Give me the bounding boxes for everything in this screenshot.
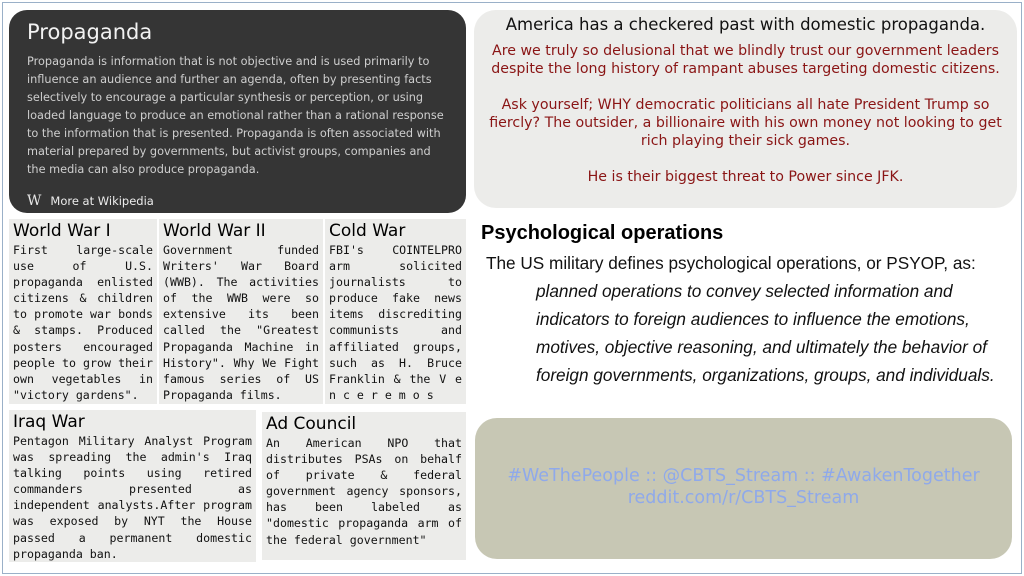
psyop-heading: Psychological operations: [481, 222, 724, 244]
wikipedia-summary-card: [9, 10, 466, 213]
box-text: Government funded Writers' War Board (WWB). The activities of the WWB were so extensive its been called the "Greatest Propaganda Machine in History". Why We Fight famous series of US Propaganda films.: [163, 243, 319, 402]
box-title: World War II: [163, 221, 266, 241]
quote-paragraph: Ask yourself; WHY democratic politicians all hate President Trump so fiercly? The outsider, a billionaire with his own money not looking to get rich playing their sick games.: [489, 97, 1002, 149]
subreddit-link[interactable]: reddit.com/r/CBTS_Stream: [627, 488, 860, 508]
box-text: An American NPO that distributes PSAs on behalf of private & federal government agency sponsors, has been labeled as "domestic propaganda arm of the federal government": [266, 436, 462, 547]
psyop-intro: The US military defines psychological operations, or PSYOP, as:: [486, 253, 976, 273]
box-world-war-1: [9, 219, 157, 404]
box-title: Iraq War: [13, 412, 85, 432]
quote-card: [474, 10, 1017, 208]
quote-body: [474, 42, 1017, 186]
box-iraq-war: [9, 410, 256, 562]
quote-paragraph: He is their biggest threat to Power since JFK.: [587, 169, 904, 185]
box-text: First large-scale use of U.S. propaganda enlisted citizens & children to promote war bonds & stamps. Produced posters encouraged people to grow their own vegetables in "victory gardens".: [13, 243, 153, 402]
quote-title: America has a checkered past with domestic propaganda.: [505, 15, 986, 34]
wikipedia-w-icon: W: [27, 193, 42, 209]
box-title: World War I: [13, 221, 111, 241]
box-title: Ad Council: [266, 414, 357, 434]
box-text: Pentagon Military Analyst Program was spreading the admin's Iraq talking points using retired commanders presented as independent analysts.After program was exposed by NYT the House passed a permanent domestic propaganda ban.: [13, 434, 252, 561]
box-ad-council: [262, 412, 466, 560]
wiki-more-label: More at Wikipedia: [50, 194, 154, 208]
quote-paragraph: Are we truly so delusional that we blindly trust our government leaders despite the long history of rampant abuses targeting domestic citizens.: [491, 43, 1000, 77]
hashtag-card: [475, 418, 1012, 559]
box-title: Cold War: [329, 221, 406, 241]
hashtag-line: #WeThePeople :: @CBTS_Stream :: #AwakenTogether: [507, 466, 980, 486]
wiki-title: Propaganda: [27, 20, 153, 44]
wiki-summary-text: Propaganda is information that is not objective and is used primarily to influence an audience and further an agenda, often by presenting facts selectively to encourage a particular synthesis or perception, or using loaded language to produce an emotional rather than a rational response to the information that is presented. Propaganda is often associated with material prepared by governments, but activist groups, companies and the media can also produce propaganda.: [27, 55, 444, 176]
box-text: FBI's COINTELPRO arm solicited journalists to produce fake news items discrediting communists and affiliated groups, such as H. Bruce Franklin & the V e n c e r e m o s: [329, 243, 462, 402]
wiki-more-link[interactable]: [27, 193, 154, 209]
psyop-definition: planned operations to convey selected information and indicators to foreign audiences to influence the emotions, motives, objective reasoning, and ultimately the behavior of foreign governments, organizations, groups, and individuals.: [536, 281, 995, 385]
box-world-war-2: [159, 219, 323, 404]
box-cold-war: [325, 219, 466, 404]
